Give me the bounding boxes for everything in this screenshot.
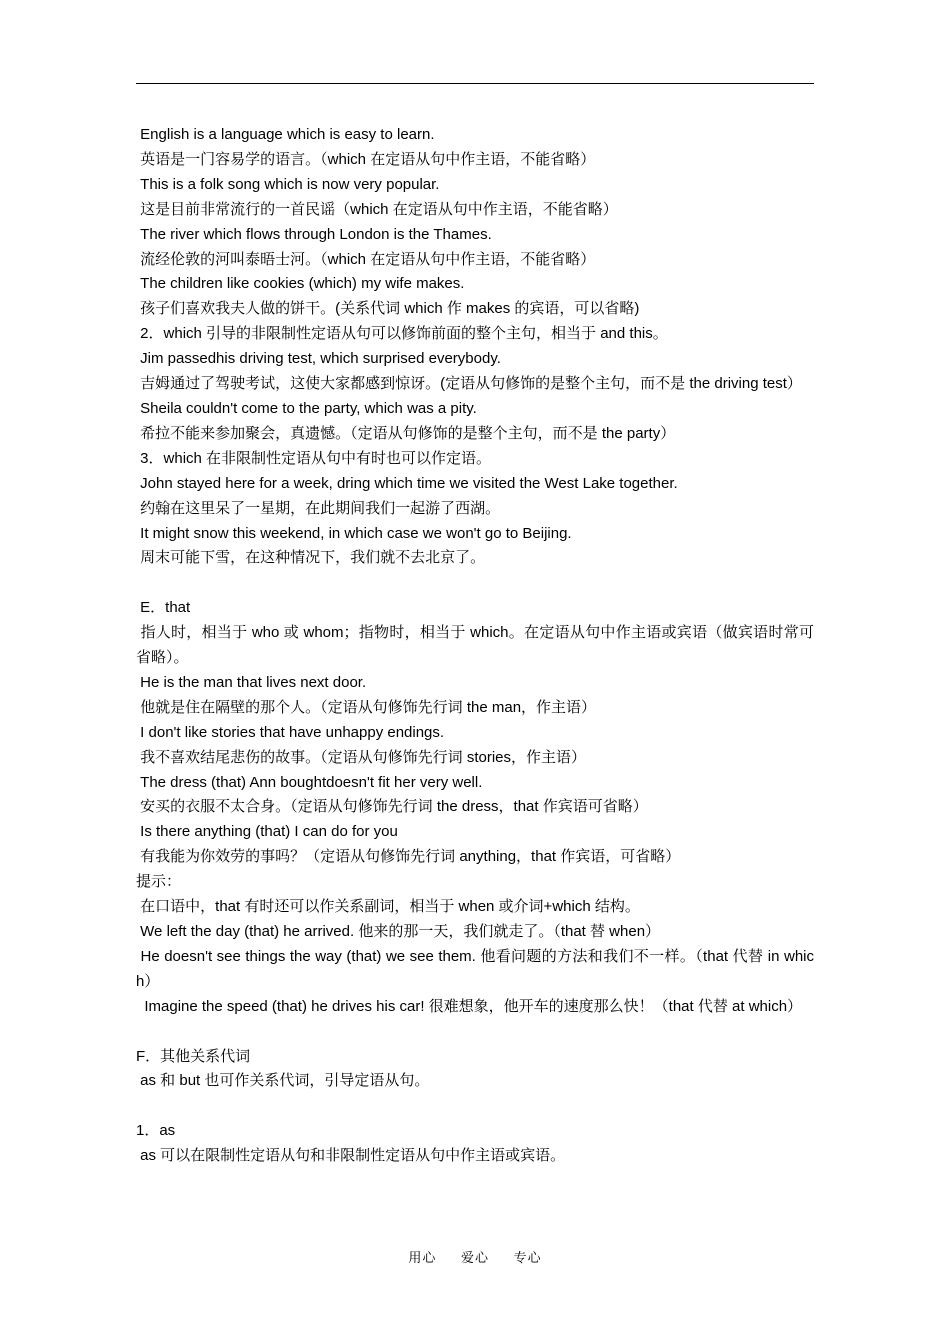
text-line: 周末可能下雪，在这种情况下，我们就不去北京了。 — [136, 549, 486, 567]
text-line: 他就是住在隔壁的那个人。（定语从句修饰先行词 the man，作主语） — [136, 698, 597, 716]
text-line: 在口语中，that 有时还可以作关系副词，相当于 when 或介词+which 结构。 — [136, 898, 640, 916]
header-rule — [136, 83, 814, 84]
text-line: 指人时，相当于 who 或 whom；指物时，相当于 which。在定语从句中作主语或宾语（做宾语时常可省略）。 — [136, 624, 814, 667]
text-line: It might snow this weekend, in which case we won't go to Beijing. — [136, 524, 572, 542]
blank-line — [136, 1094, 814, 1119]
text-line: The children like cookies (which) my wife makes. — [136, 275, 465, 293]
text-line: I don't like stories that have unhappy endings. — [136, 723, 445, 741]
text-line: The dress (that) Ann boughtdoesn't fit her very well. — [136, 773, 483, 791]
text-line: 约翰在这里呆了一星期，在此期间我们一起游了西湖。 — [136, 499, 501, 517]
text-line: He is the man that lives next door. — [136, 673, 367, 691]
text-line: 这是目前非常流行的一首民谣（which 在定语从句中作主语，不能省略） — [136, 200, 618, 218]
text-line: 1．as — [136, 1122, 176, 1140]
text-line: E．that — [136, 599, 191, 617]
text-line: This is a folk song which is now very popular. — [136, 175, 440, 193]
text-line: English is a language which is easy to learn. — [136, 126, 435, 143]
document-body — [136, 123, 814, 1169]
text-line: 孩子们喜欢我夫人做的饼干。(关系代词 which 作 makes 的宾语，可以省略) — [136, 300, 640, 318]
text-line: as 可以在限制性定语从句和非限制性定语从句中作主语或宾语。 — [136, 1147, 566, 1165]
page-footer: 用心 爱心 专心 — [408, 1250, 542, 1265]
text-line: 有我能为你效劳的事吗？（定语从句修饰先行词 anything，that 作宾语，可省略） — [136, 848, 681, 866]
text-line: 希拉不能来参加聚会，真遗憾。（定语从句修饰的是整个主句，而不是 the party） — [136, 424, 676, 442]
text-line: Jim passedhis driving test, which surprised everybody. — [136, 350, 501, 368]
text-line: The river which flows through London is the Thames. — [136, 225, 492, 243]
text-line: as 和 but 也可作关系代词，引导定语从句。 — [136, 1072, 430, 1090]
text-line: 安买的衣服不太合身。（定语从句修饰先行词 the dress，that 作宾语可省略） — [136, 798, 648, 816]
text-line: 英语是一门容易学的语言。（which 在定语从句中作主语，不能省略） — [136, 150, 596, 168]
blank-line — [136, 1020, 814, 1045]
text-line: 3．which 在非限制性定语从句中有时也可以作定语。 — [136, 449, 492, 467]
text-line: John stayed here for a week, dring which time we visited the West Lake together. — [136, 474, 678, 492]
text-line: He doesn't see things the way (that) we see them. 他看问题的方法和我们不一样。（that 代替 in which） — [136, 947, 814, 990]
blank-line — [136, 571, 814, 596]
text-line: 提示： — [136, 873, 182, 891]
text-line: 吉姆通过了驾驶考试，这使大家都感到惊讶。(定语从句修饰的是整个主句，而不是 the driving test） — [136, 375, 802, 393]
text-line: Imagine the speed (that) he drives his car! 很难想象，他开车的速度那么快！（that 代替 at which） — [136, 997, 803, 1015]
text-line: 我不喜欢结尾悲伤的故事。（定语从句修饰先行词 stories，作主语） — [136, 748, 587, 766]
text-line: Sheila couldn't come to the party, which was a pity. — [136, 399, 477, 417]
text-line: F．其他关系代词 — [136, 1047, 251, 1065]
text-line: 2．which 引导的非限制性定语从句可以修饰前面的整个主句，相当于 and this。 — [136, 325, 668, 343]
text-line: We left the day (that) he arrived. 他来的那一天，我们就走了。（that 替 when） — [136, 922, 661, 940]
text-line: Is there anything (that) I can do for you — [136, 823, 398, 841]
text-line: 流经伦敦的河叫泰晤士河。（which 在定语从句中作主语，不能省略） — [136, 250, 596, 268]
